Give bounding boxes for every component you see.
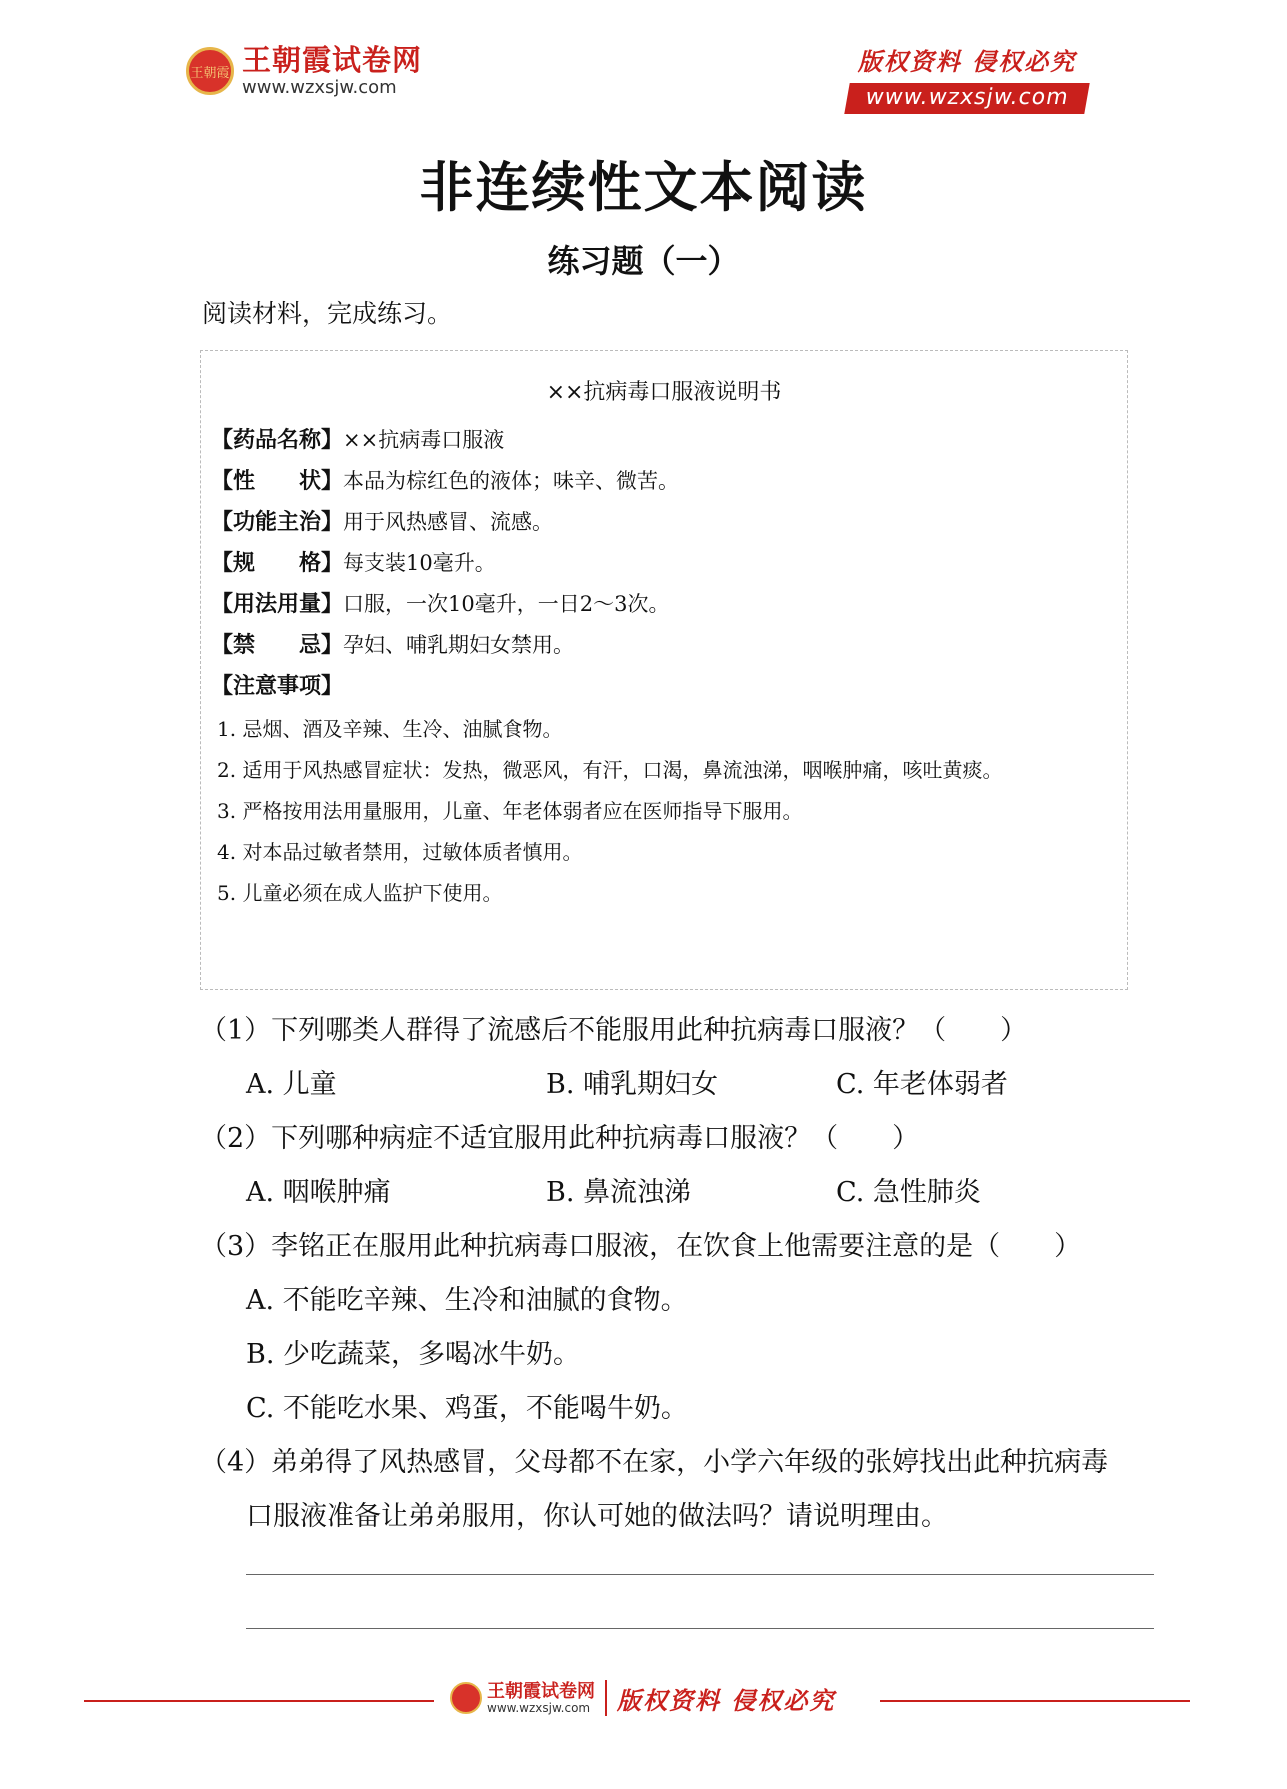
question-3-option-b: B. 少吃蔬菜，多喝冰牛奶。 [246,1339,581,1370]
question-3-option-a: A. 不能吃辛辣、生冷和油腻的食物。 [246,1285,688,1316]
leaflet-note: 1. 忌烟、酒及辛辣、生冷、油腻食物。 [217,717,563,741]
site-logo [186,44,422,98]
footer-rule-right [880,1700,1190,1702]
footer-seal-icon [450,1682,482,1714]
question-2: （2）下列哪种病症不适宜服用此种抗病毒口服液？（ ） [200,1123,920,1154]
question-1-option-b: B. 哺乳期妇女 [546,1069,719,1100]
question-2-option-a: A. 咽喉肿痛 [246,1177,391,1208]
question-1: （1）下列哪类人群得了流感后不能服用此种抗病毒口服液？（ ） [200,1015,1028,1046]
logo-seal-icon: 王朝霞 [186,47,234,95]
copyright-text: 版权资料 侵权必究 [857,47,1077,76]
question-3-option-c: C. 不能吃水果、鸡蛋，不能喝牛奶。 [246,1393,688,1424]
footer-logo-url: www.wzxsjw.com [487,1700,591,1715]
leaflet-field-dosage: 【用法用量】口服，一次10毫升，一日2～3次。 [211,592,670,617]
logo-url: www.wzxsjw.com [242,77,397,98]
leaflet-field-contraindication: 【禁 忌】孕妇、哺乳期妇女禁用。 [211,633,575,658]
copyright-stamp [847,42,1087,114]
page-title: 非连续性文本阅读 [419,156,868,219]
leaflet-note: 3. 严格按用法用量服用，儿童、年老体弱者应在医师指导下服用。 [217,799,803,823]
footer-copyright: 版权资料 侵权必究 [617,1685,836,1715]
leaflet-field-appearance: 【性 状】本品为棕红色的液体；味辛、微苦。 [211,469,680,494]
leaflet-note: 4. 对本品过敏者禁用，过敏体质者慎用。 [217,840,583,864]
instruction-text: 阅读材料，完成练习。 [202,299,453,328]
footer-rule-left [84,1700,434,1702]
leaflet-field-spec: 【规 格】每支装10毫升。 [211,551,496,576]
footer-separator [605,1680,607,1716]
question-3: （3）李铭正在服用此种抗病毒口服液，在饮食上他需要注意的是（ ） [200,1231,1082,1262]
question-4: （4）弟弟得了风热感冒，父母都不在家，小学六年级的张婷找出此种抗病毒 [200,1447,1109,1478]
leaflet-note: 2. 适用于风热感冒症状：发热，微恶风，有汗，口渴，鼻流浊涕，咽喉肿痛，咳吐黄痰。 [217,758,1003,782]
question-2-option-c: C. 急性肺炎 [836,1177,981,1208]
answer-line [246,1628,1154,1629]
page-subtitle: 练习题（一） [547,242,740,280]
footer [450,1680,835,1716]
logo-name: 王朝霞试卷网 [242,43,423,77]
leaflet-note: 5. 儿童必须在成人监护下使用。 [217,881,503,905]
leaflet-field-notes: 【注意事项】 [211,674,344,699]
copyright-url: www.wzxsjw.com [844,83,1089,114]
medicine-leaflet-box [200,350,1128,990]
question-1-option-a: A. 儿童 [246,1069,337,1100]
footer-logo-name: 王朝霞试卷网 [487,1680,595,1702]
question-4-line-2: 口服液准备让弟弟服用，你认可她的做法吗？请说明理由。 [246,1501,948,1532]
leaflet-field-indication: 【功能主治】用于风热感冒、流感。 [211,510,554,535]
answer-line [246,1574,1154,1575]
leaflet-field-name: 【药品名称】××抗病毒口服液 [211,428,505,453]
leaflet-title: ××抗病毒口服液说明书 [546,380,782,405]
question-2-option-b: B. 鼻流浊涕 [546,1177,692,1208]
question-1-option-c: C. 年老体弱者 [836,1069,1008,1100]
